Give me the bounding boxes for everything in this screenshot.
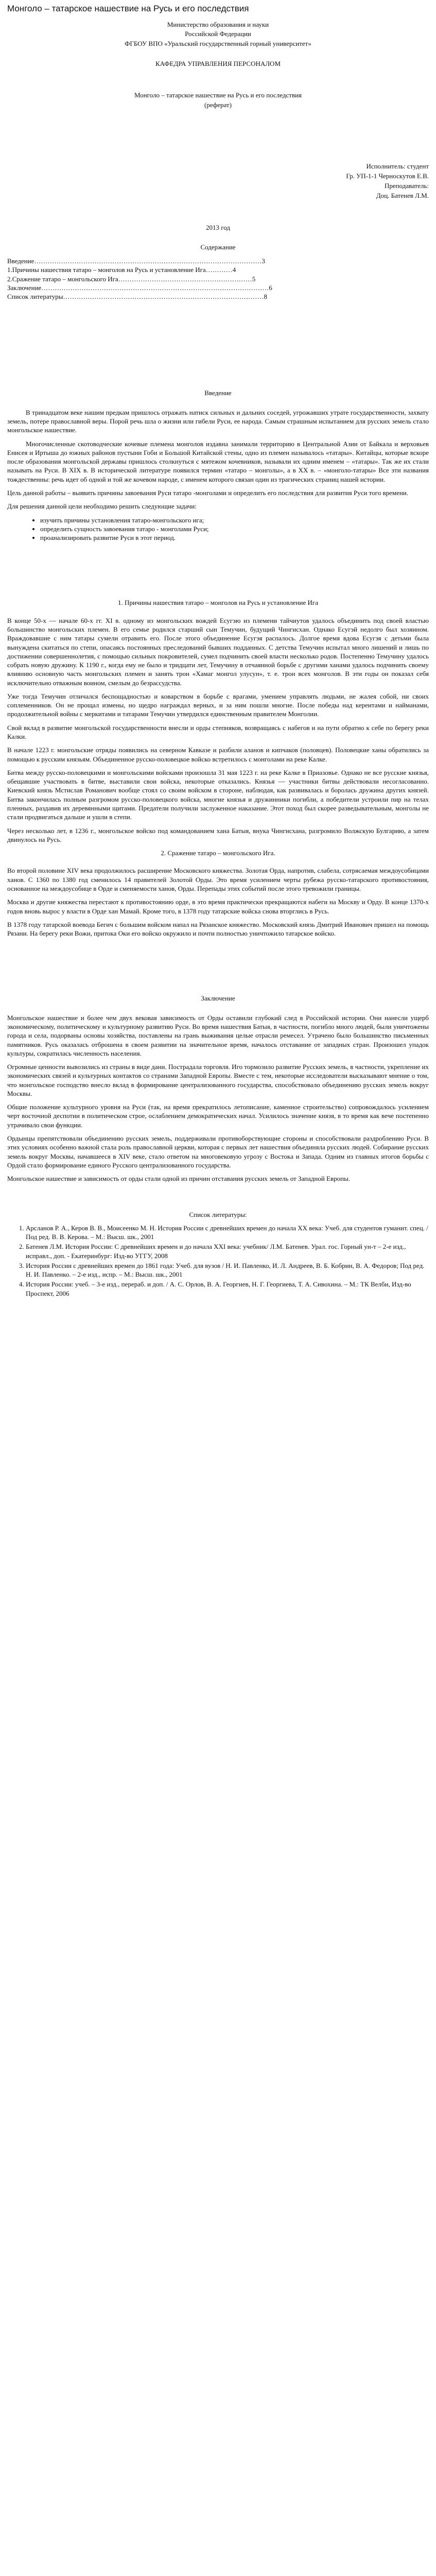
section1-paragraph: Битва между русско-половецкими и монгольскими войсками произошла 31 мая 1223 г. на реке Калке в Приазовье. Однако не все русские князья, обещавшие участвовать в битве, выставили свои войска, некоторые отказались. Князья — участники битвы действовали несогласованно. Киевский князь Мстислав Романович вообще стоял со своим войском в стороне, наблюдая, как развивалась и боролась дружина других князей. Битва закончилась полным разгромом русско-половецкого войска, многие князья и дружинники погибли, а победители устроили пир на телах пленных, раздавив их деревянными щитами. Предатели получили заслуженное наказание. Этот поход был скорее разведывательным, монголы не стали продвигаться дальше и ушли в степи. xyxy=(7,768,429,821)
intro-paragraph: Цель данной работы – выявить причины завоевания Руси татаро -монголами и определить его последствия для развития Руси того времени. xyxy=(7,488,409,497)
teacher-label: Преподаватель: xyxy=(384,181,429,190)
section2-paragraph: В 1378 году татарской воевода Бегич с большим войском напал на Рязанское княжество. Московский князь Дмитрий Иванович пришел на помощь Рязани. На берегу реки Вожи, притока Оки его войско окружило и почти полностью уничтожило татарское войско. xyxy=(7,920,429,938)
work-title: Монголо – татарское нашествие на Русь и его последствия xyxy=(134,91,302,99)
section1-paragraph: Свой вклад в развитие монгольской государственности внесли и орды степняков, возвращаясь с набегов и на пути обратно к себе по берегу реки Калки. xyxy=(7,723,429,741)
conclusion-paragraph: Ордынцы препятствовали объединению русских земель, поддерживали противоборствующие стороны и способствовали раздроблению Руси. В этих условиях особенно важной стала роль православной церкви, которая с первых лет нашествия объединяла русских людей. Собирание русских земель вокруг Москвы, начавшееся в XIV веке, стало ответом на многовековую угрозу с Востока и Запада. Одним из главных итогов борьбы с Ордой стало формирование единого Русского централизованного государства. xyxy=(7,1134,429,1169)
section2-heading: 2. Сражение татаро – монгольского Ига. xyxy=(161,849,275,857)
conclusion-paragraph: Огромные ценности вывозились из страны в виде дани. Пострадала торговля. Иго тормозило развитие Русских земель, в частности, укрепление их экономических связей и культурных контактов со странами Западной Европы. Вместе с тем, некоторые исследователи высказывают мнение о том, что монгольское господство внесло вклад в формирование централизованного государства, способствовало объединению русских земель вокруг Москвы. xyxy=(7,1063,429,1097)
intro-paragraph: В тринадцатом веке нашим предкам пришлось отражать натиск сильных и дальних соседей, угрожавших утрате государственности, захвату земель, потере православной веры. Порой речь шла о жизни или гибели Руси, ее народа. Самым страшным испытанием для русских земель стало монгольское нашествие. xyxy=(7,408,429,434)
table-of-contents xyxy=(7,257,295,301)
work-type: (реферат) xyxy=(204,101,232,109)
toc-item[interactable]: Заключение…………………………………………………………………………………………6 xyxy=(7,283,272,292)
university-name: ФГБОУ ВПО «Уральский государственный горный университет» xyxy=(125,40,311,48)
reference-item: 1. Арсланов Р. А., Керов В. В., Моисеенко М. Н. История России с древнейших времен до начала XX века: Учеб. для студентов гуманит. спец. / Под ред. В. В. Керова. – М.: Высш. шк., 2001 xyxy=(26,1224,429,1242)
teacher-name: Доц. Батенев Л.М. xyxy=(376,191,429,199)
toc-item[interactable]: 2.Сражение татаро – монгольского Ига……………………………………………………5 xyxy=(7,275,256,283)
section2-paragraph: Москва и другие княжества перестают к противостоянию орде, в это время практически прекращаются набеги на Москву и Орду. В конце 1370-х годов вновь вырос у власти в Орде хан Мамай. Кроме того, в 1378 году татарские войска снова вторглись в Русь. xyxy=(7,898,429,915)
conclusion-paragraph: Общие положение культурного уровня на Руси (так, на время прекратилось летописание, каменное строительство) сопровождалось усилением черт восточной деспотии в политическом строе, ослаблением демократических начал. Усилилось значение князя, в то время как вече постепенно утрачивало свои функции. xyxy=(7,1103,429,1129)
toc-item[interactable]: Список литературы………………………………………………………………………………8 xyxy=(7,293,267,301)
cover-header xyxy=(7,20,429,49)
work-title-block xyxy=(7,91,429,110)
section1-paragraph: Через несколько лет, в 1236 г., монгольское войско под командованием хана Батыя, внука Чингисхана, разгромило Волжскую Булгарию, а затем двинулось на Русь. xyxy=(7,826,429,843)
year: 2013 год xyxy=(206,224,230,232)
document-title: Монголо – татарское нашествие на Русь и его последствия xyxy=(7,4,249,13)
references-heading: Список литературы: xyxy=(189,1211,247,1219)
intro-paragraph: Многочисленные скотоводческие кочевые племена монголов издавна занимали территорию в Центральной Азии от Байкала и верховьев Енисея и Иртыша до южных районов пустыни Гоби и Большой Китайской стены, одно из племен называлось «татары». Китайцы, которые вскоре после образования монгольской державы пришлось столкнуться с мятежом кочевников, называли их одним именем – «татары». Так же их стали называть на Руси. В XIX в. В исторической литературе появился термин «татаро – монголы», а в XX в. – «монголо-татары» Все эти названия тождественны: речь идет об одной и той же кочевом народе, с именем которого связан один из трагических страниц нашей истории. xyxy=(7,439,429,483)
section1-heading: 1. Причины нашествия татаро – монголов на Русь и установление Ига xyxy=(117,599,319,607)
student-group: Гр. УП-1-1 Черноскутов Е.В. xyxy=(346,172,429,180)
section1-paragraph: В конце 50-х — начале 60-х гг. XI в. одному из монгольских вождей Есугэю из племени тайчиутов удалось объединить под своей властью большинство монгольских племен. В его семье родился старший сын Темучин, будущий Чингисхан. Однако Есугэй недолго был хозяином. Враждовавшие с ним татары сумели отравить его. После этого объединение Есугэя распалось. Долгое время вдова Есугэя с детьми была вынуждена скитаться по степи, опасаясь постоянных преследований бывших подданных. С детства Темучин испытал много лишений и лишь по достижении совершеннолетия, с помощью сильных покровителей, сумел подчинить своей власти несколько родов. Постепенно Темучину удалось собрать новую дружину. К 1190 г., когда ему не было и тридцати лет, Темучину в отчаянной борьбе с другими ханами удалось подчинить своему влиянию основную часть монгольских племен и занять трон «Хамаг монгол улусун», т. е. трон всех монголов. В эти годы он показал себя исключительно отважным воином, смелым до безрассудства. xyxy=(7,616,429,687)
toc-item[interactable]: 1.Причины нашествия татаро – монголов на Русь и установление Ига…………4 xyxy=(7,266,236,274)
conclusion-paragraph: Монгольское нашествие и зависимость от орды стали одной из причин отставания русских земель от Западной Европы. xyxy=(7,1175,351,1183)
references-list xyxy=(7,1224,429,1298)
task-item: • определить сущность завоевания татаро - монголами Руси; xyxy=(40,524,429,533)
task-list xyxy=(7,516,429,543)
reference-item: 4. История России: учеб. – 3-е изд., перераб. и доп. / А. С. Орлов, В. А. Георгиев, Н. Г. Георгиева, Т. А. Сивохина. – М.: ТК Велби, Изд-во Проспект, 2006 xyxy=(26,1280,429,1298)
section1-paragraph: Уже тогда Темучин отличался беспощадностью и коварством в борьбе с врагами, умением управлять людьми, не жалея собой, ни своих соплеменников. Он не прощал измены, но щедро награждал верных, и за ним пошли многие. После победы над кереитами и найманами, продолжительной войны с меркитами и татарами Темучин утвердился единственным правителем Монголии. xyxy=(7,692,429,718)
toc-item[interactable]: Введение…………………………………………………………………………………………3 xyxy=(7,257,265,265)
performer-label: Исполнитель: студент xyxy=(366,162,429,171)
toc-heading: Содержание xyxy=(200,243,236,251)
ministry-line-2: Российской Федерации xyxy=(185,30,251,38)
reference-item: 2. Батенев Л.М. История России: С древнейших времен и до начала XXI века: учебник/ Л.М. Батенев. Урал. гос. Горный ун-т – 2-е изд., исправл., доп. - Екатеринбург: Изд-во УГГУ, 2008 xyxy=(26,1242,429,1260)
task-item: • изучить причины установления татаро-монгольского ига; xyxy=(40,516,429,524)
section1-paragraph: В начале 1223 г. монгольские отряды появились на северном Кавказе и разбили аланов и кипчаков (половцев). Половецкие ханы обратились за помощью к русским князьям. Объединенное русско-половецкое войско встретилось с монголами на реке Калке. xyxy=(7,746,429,763)
reference-item: 3. История России с древнейших времен до 1861 года: Учеб. для вузов / Н. И. Павленко, И. Л. Андреев, В. Б. Кобрин, В. А. Федоров; Под ред. Н. И. Павленко. – 2-е изд., испр. – М.: Высш. шк., 2001 xyxy=(26,1261,429,1279)
task-item: • проанализировать развитие Руси в этот период. xyxy=(40,533,429,542)
ministry-line-1: Министерство образования и науки xyxy=(167,20,269,28)
section2-paragraph: Во второй половине XIV века продолжилось расширение Московского княжества. Золотая Орда, напротив, слабела, сотрясаемая междоусобицами ханов. С 1360 по 1380 год сменилось 14 правителей Золотой Орды. Это время усилением черты рубежа русско-татарского противостояния, основанное на междоусобице в Орде и сменяемости ханов, Орды. Перепады этих событий после этого тревожили границы. xyxy=(7,867,429,892)
conclusion-paragraph: Монгольское нашествие и более чем двух вековая зависимость от Орды оставили глубокий след в Российской истории. Они нанесли ущерб экономическому, политическому и культурному развитию Руси. Во время нашествия Батыя, в частности, погибло много людей, были уничтожены города и села, подорваны основы хозяйства, поставлены на грань выживания целые отрасли ремесел. Утрачено было большинство письменных памятников. Русь оказалась отброшена в своем развитии на значительное время, началось отставание от западных стран. Произошел упадок культуры, сократилась численность населения. xyxy=(7,1013,429,1057)
intro-paragraph: Для решения данной цели необходимо решить следующие задачи: xyxy=(7,502,197,511)
intro-heading: Введение xyxy=(204,389,232,397)
author-block xyxy=(7,162,429,200)
conclusion-heading: Заключение xyxy=(201,994,235,1003)
department-name: КАФЕДРА УПРАВЛЕНИЯ ПЕРСОНАЛОМ xyxy=(155,60,281,68)
